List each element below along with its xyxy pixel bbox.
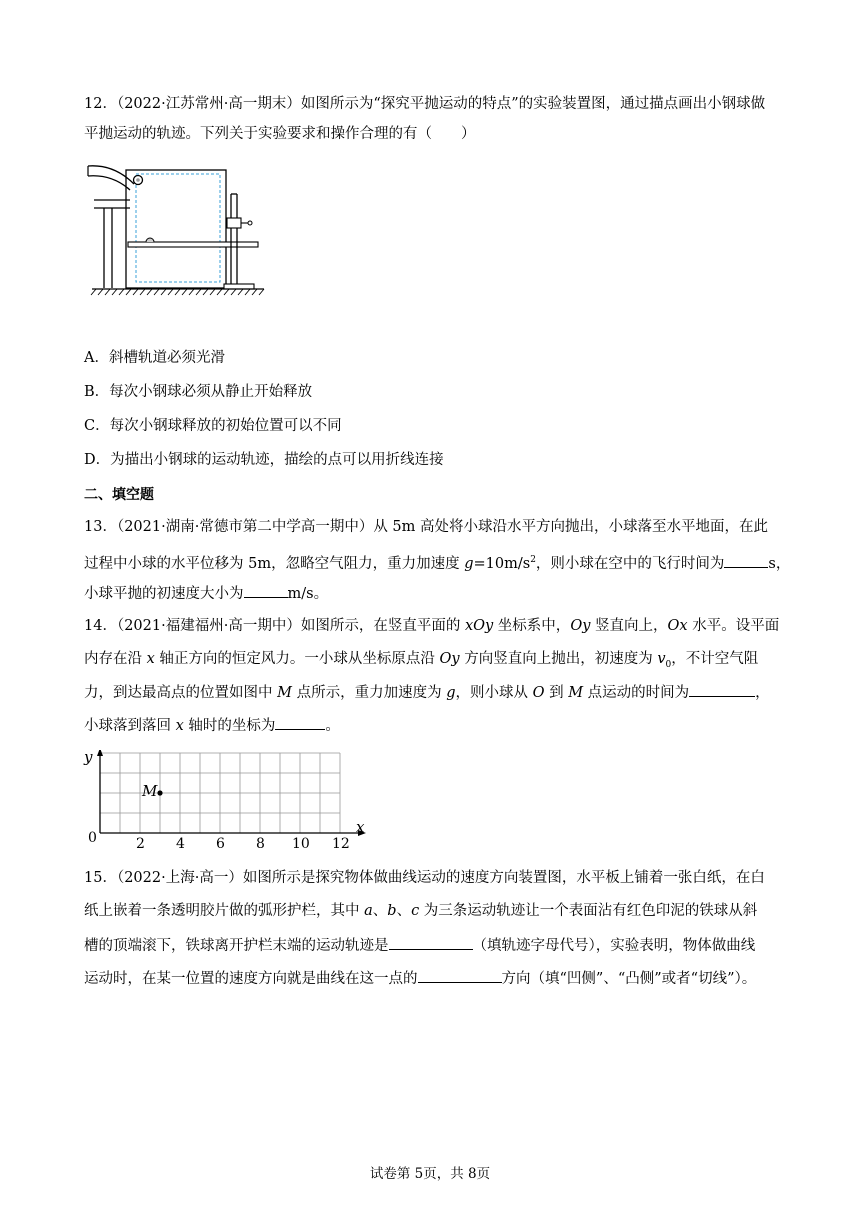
q13-blank-velocity[interactable] — [244, 583, 288, 598]
q14-grid-ylabel: y — [84, 750, 93, 766]
q14-blank-time[interactable] — [689, 682, 755, 697]
q14-stem-line2: 内存在沿 x 轴正方向的恒定风力。一小球从坐标原点沿 Oy 方向竖直向上抛出，初速度为 $v_0$，不计空气阻 — [84, 651, 759, 670]
q13-stem-line3: 小球平抛的初速度大小为 m/s。 — [84, 583, 328, 604]
q15-stem-line3: 槽的顶端滚下，铁球离开护栏末端的运动轨迹是 （填轨迹字母代号），实验表明，物体做曲线 — [84, 935, 755, 956]
q12-option-d: D．为描出小钢球的运动轨迹，描绘的点可以用折线连接 — [84, 452, 444, 468]
q14-tick: 2 — [136, 836, 145, 850]
q14-stem-line1: 14．（2021·福建福州·高一期中）如图所示，在竖直平面的 xOy 坐标系中，Oy 竖直向上，Ox 水平。设平面 — [84, 618, 780, 634]
q15-blank-trajectory[interactable] — [389, 935, 473, 950]
q13-stem-line2: 过程中小球的水平位移为 5m，忽略空气阻力，重力加速度 $g=10m/s^2$，则小球在空中的飞行时间为 s， — [84, 550, 790, 574]
q14-stem-line3: 力，到达最高点的位置如图中 M 点所示，重力加速度为 g，则小球从 O 到 M 点运动的时间为 ， — [84, 682, 770, 703]
q14-point-label: M — [142, 782, 158, 800]
q14-stem-line4: 小球落到落回 x 轴时的坐标为 。 — [84, 715, 340, 736]
q13-blank-time[interactable] — [724, 553, 768, 568]
q14-tick: 6 — [216, 836, 225, 850]
q12-option-b: B．每次小钢球必须从静止开始释放 — [84, 384, 313, 400]
q14-tick: 4 — [176, 836, 185, 850]
q14-blank-coordinate[interactable] — [275, 715, 325, 730]
q14-tick: 8 — [256, 836, 265, 850]
q15-blank-direction[interactable] — [418, 968, 502, 983]
section-heading-fill-blank: 二、填空题 — [84, 487, 154, 503]
q12-option-c: C．每次小钢球释放的初始位置可以不同 — [84, 418, 342, 434]
q15-stem-line1: 15．（2022·上海·高一）如图所示是探究物体做曲线运动的速度方向装置图，水平板上铺着一张白纸，在白 — [84, 870, 765, 886]
page-footer: 试卷第 5页，共 8页 — [369, 1166, 491, 1182]
q15-stem-line2: 纸上嵌着一条透明胶片做的弧形护栏，其中 a、b、c 为三条运动轨迹让一个表面沾有红色印泥的铁球从斜 — [84, 903, 758, 919]
q14-coordinate-grid — [80, 750, 380, 850]
q12-stem-line1: 12．（2022·江苏常州·高一期末）如图所示为“探究平抛运动的特点”的实验装置图，通过描点画出小钢球做 — [84, 96, 766, 112]
q12-stem-line2: 平抛运动的轨迹。下列关于实验要求和操作合理的有（ ） — [84, 126, 476, 142]
q14-tick: 12 — [332, 836, 350, 850]
q12-apparatus-figure — [86, 158, 266, 300]
q14-point-m — [157, 790, 162, 795]
q13-stem-line1: 13．（2021·湖南·常德市第二中学高一期中）从 5m 高处将小球沿水平方向抛出，小球落至水平地面，在此 — [84, 519, 769, 535]
q14-grid-xlabel: x — [356, 818, 365, 836]
q12-option-a: A．斜槽轨道必须光滑 — [84, 350, 225, 366]
q14-tick: 10 — [292, 836, 310, 850]
q14-grid-origin: 0 — [88, 830, 97, 846]
q15-stem-line4: 运动时，在某一位置的速度方向就是曲线在这一点的 方向（填“凹侧”、“凸侧”或者“切线”）。 — [84, 968, 756, 989]
